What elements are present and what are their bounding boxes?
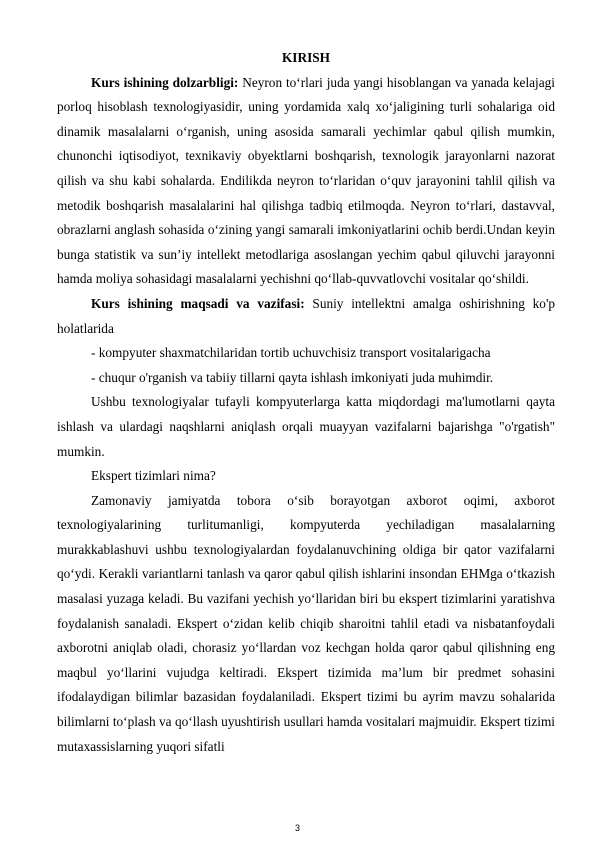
document-body <box>57 46 555 759</box>
paragraph-text: Suniy intellektni amalga oshirishning ko'p holatlarida <box>57 295 555 336</box>
paragraph-relevance <box>57 71 555 292</box>
paragraph-label: Kurs ishining maqsadi va vazifasi: <box>91 295 305 311</box>
list-item: - kompyuter shaxmatchilaridan tortib uchuvchisiz transport vositalarigacha <box>91 345 491 361</box>
page-title: KIRISH <box>281 50 331 65</box>
paragraph: Ushbu texnologiyalar tufayli kompyuterlarga katta miqdordagi ma'lumotlarni qayta ishlash va ulardagi naqshlarni aniqlash orqali muayyan vazifalarni bajarishga "o'rgatish" mumkin. <box>57 394 555 459</box>
paragraph: Zamonaviy jamiyatda tobora o‘sib borayotgan axborot oqimi, axborot texnologiyalarining turlitumanligi, kompyuterda yechiladigan masalalarning murakkablashuvi ushbu texnologiyalardan foydalanuvchining oldiga bir qator vazifalarni qo‘ydi. Kerakli variantlarni tanlash va qaror qabul qilish ishlarini insondan EHMga o‘tkazish masalasi yuzaga keladi. Bu vazifani yechish yo‘llaridan biri bu ekspert tizimlarini yaratishva foydalanish sanaladi. Ekspert o‘zidan kelib chiqib sharoitni tahlil etadi va nisbatanfoydali axborotni aniqlab oladi, chorasiz yo‘llardan voz kechgan holda qaror qabul qilishning eng maqbul yo‘llarini vujudga keltiradi. Ekspert tizimida ma’lum bir predmet sohasini ifodalaydigan bilimlar bazasidan foydalaniladi. Ekspert tizimi bu ayrim mavzu sohalarida bilimlarni to‘plash va qo‘llash uyushtirish usullari hamda vositalari majmuidir. Ekspert tizimi mutaxassislarning yuqori sifatli <box>57 492 555 754</box>
paragraph-goal <box>57 292 555 341</box>
paragraph-text: Neyron to‘rlari juda yangi hisoblangan va yanada kelajagi porloq hisoblash texnologiyasidir, uning yordamida xalq xo‘jaligining turli sohalariga oid dinamik masalalarni o‘rganish, uning asosida samarali yechimlar qabul qilish mumkin, chunonchi iqtisodiyot, texnikaviy obyektlarni boshqarish, texnologik jarayonlarni nazorat qilish va shu kabi sohalarda. Endilikda neyron to‘rlaridan o‘quv jarayonini tahlil qilish va metodik boshqarish masalalarini hal qilishga tadbiq etilmoqda. Neyron to‘rlari, dastavval, obrazlarni anglash sohasida o‘zining yangi samarali imkoniyatlarini ochib berdi.Undan keyin bunga statistik va sun’iy intellekt metodlariga asoslangan yechim qabul qiluvchi jarayonni hamda moliya sohasidagi masalalarni yechishni qo‘llab-quvvatlovchi vositalar qo‘shildi. <box>57 74 555 287</box>
page-number: 3 <box>294 823 300 833</box>
section-question: Ekspert tizimlari nima? <box>91 468 216 484</box>
paragraph-label: Kurs ishining dolzarbligi: <box>91 74 239 90</box>
list-item: - chuqur o'rganish va tabiiy tillarni qayta ishlash imkoniyati juda muhimdir. <box>91 369 494 385</box>
